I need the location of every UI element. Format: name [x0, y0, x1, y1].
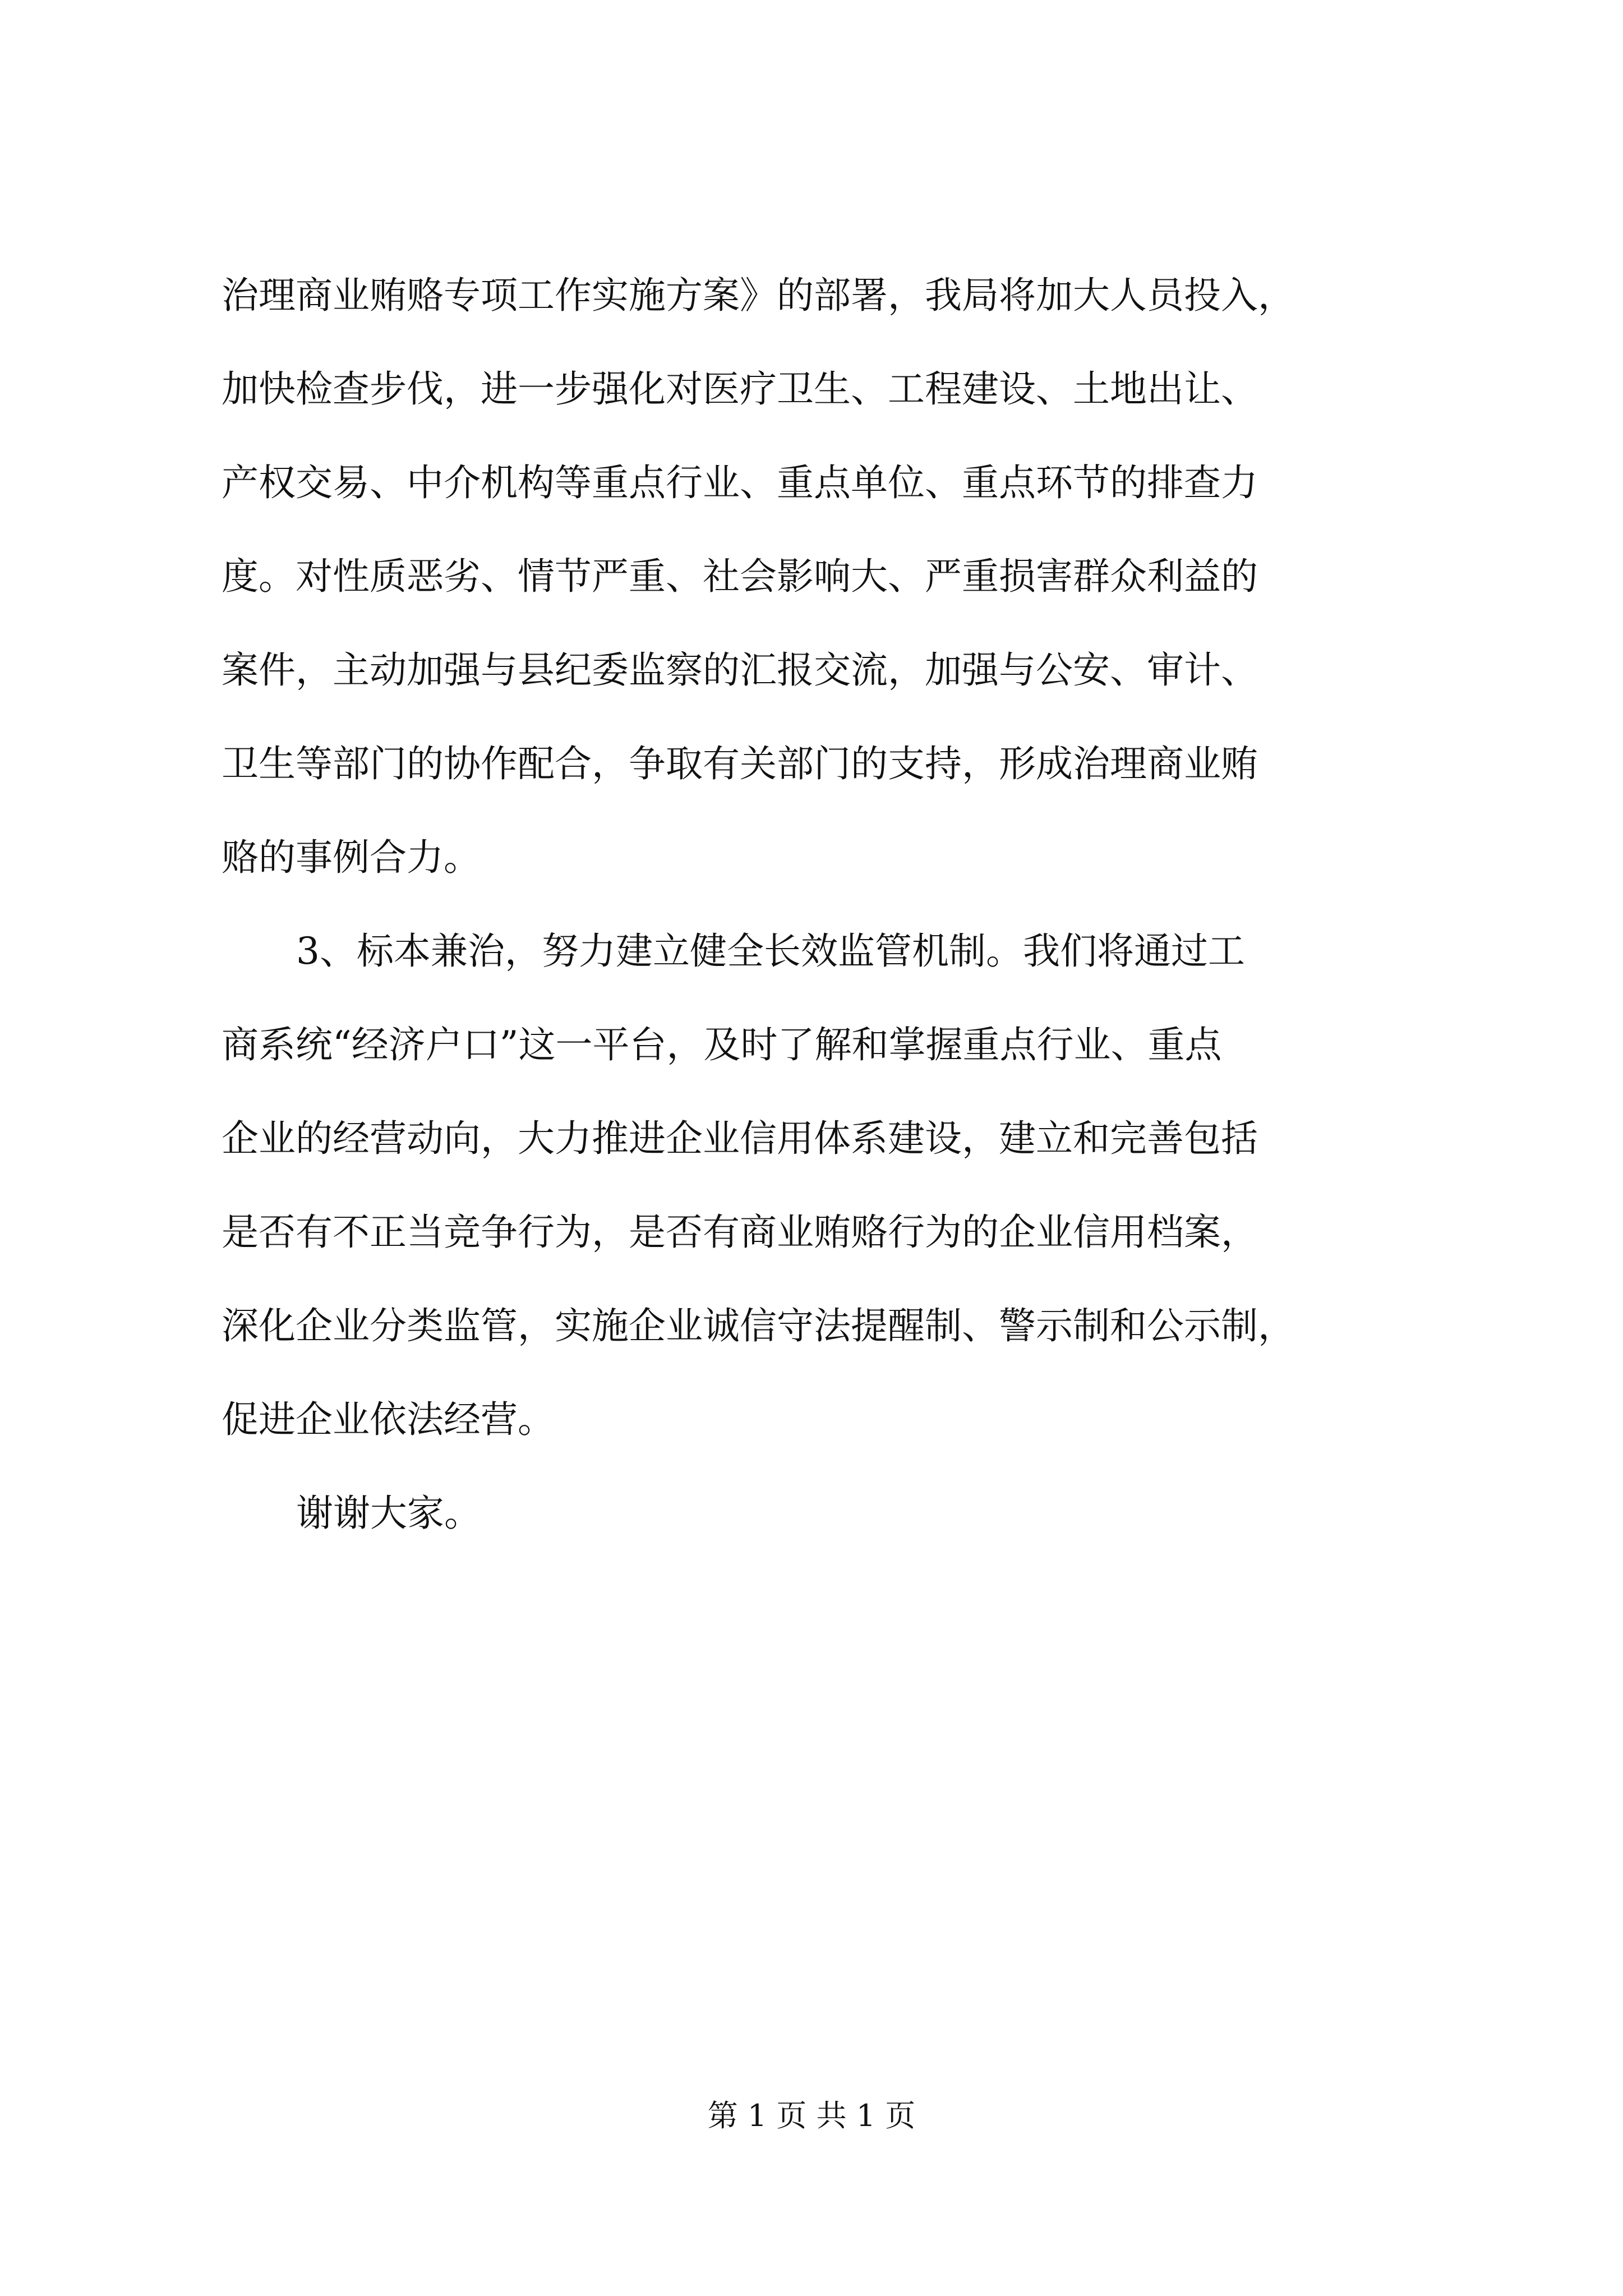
- text-line: 治理商业贿赂专项工作实施方案》的部署，我局将加大人员投入，: [222, 274, 1295, 317]
- text-line: 深化企业分类监管，实施企业诚信守法提醒制、警示制和公示制，: [222, 1304, 1295, 1347]
- text-line: 加快检查步伐，进一步强化对医疗卫生、工程建设、土地出让、: [222, 367, 1258, 411]
- text-line: 赂的事例合力。: [222, 836, 481, 879]
- text-line: 商系统“经济户口”这一平台，及时了解和掌握重点行业、重点: [222, 1023, 1222, 1066]
- text-line: 度。对性质恶劣、情节严重、社会影响大、严重损害群众利益的: [222, 555, 1258, 598]
- text-line: 促进企业依法经营。: [222, 1398, 555, 1441]
- text-line: 产权交易、中介机构等重点行业、重点单位、重点环节的排查力: [222, 461, 1258, 504]
- text-line: 企业的经营动向，大力推进企业信用体系建设，建立和完善包括: [222, 1117, 1258, 1160]
- closing-line: 谢谢大家。: [296, 1492, 481, 1535]
- text-line: 卫生等部门的协作配合，争取有关部门的支持，形成治理商业贿: [222, 742, 1258, 785]
- page-number-footer: 第 1 页 共 1 页: [707, 2098, 916, 2133]
- paragraph-start-line: 3、标本兼治，努力建立健全长效监管机制。我们将通过工: [296, 930, 1245, 973]
- text-line: 是否有不正当竞争行为，是否有商业贿赂行为的企业信用档案，: [222, 1211, 1258, 1254]
- text-line: 案件，主动加强与县纪委监察的汇报交流，加强与公安、审计、: [222, 648, 1258, 692]
